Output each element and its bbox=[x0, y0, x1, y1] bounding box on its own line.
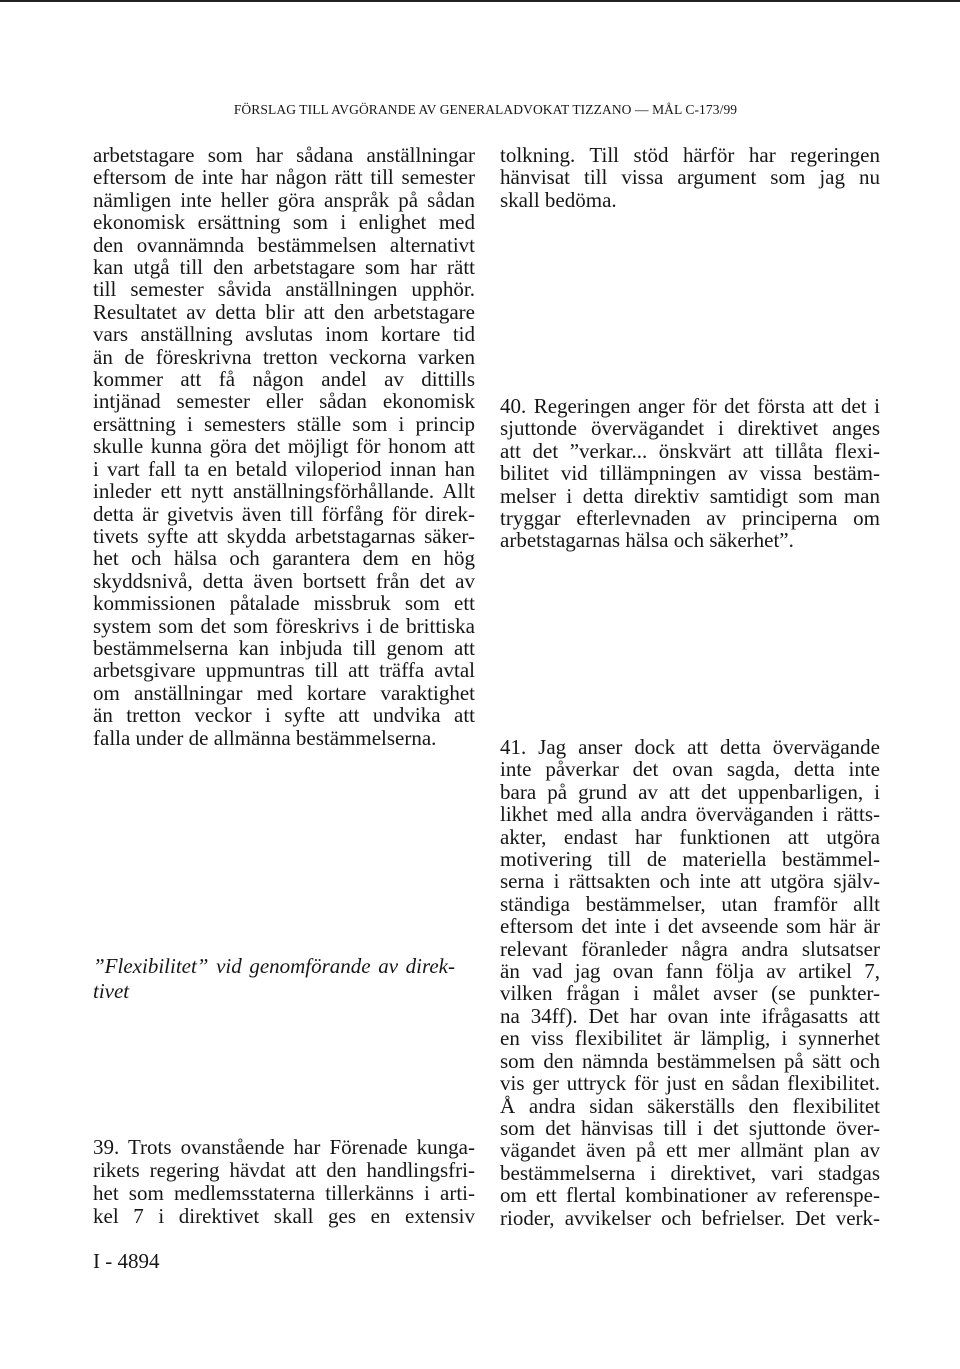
text-line: 39. Trots ovanstående har Förenade kunga- bbox=[93, 1135, 475, 1159]
text-line: nämligen inte heller göra anspråk på sådan bbox=[93, 187, 475, 212]
text-line: bestämmelserna i direktivet, vari stadgas bbox=[500, 1160, 880, 1185]
text-line: 40. Regeringen anger för det första att det i bbox=[500, 394, 880, 418]
text-line: en viss flexibilitet är lämplig, i synnerhet bbox=[500, 1026, 880, 1051]
text-line: kan utgå till den arbetstagare som har rätt bbox=[93, 255, 475, 280]
text-line: om anställningar med kortare varaktighet bbox=[93, 680, 475, 705]
paragraph-40 bbox=[500, 395, 880, 552]
page-edge-line bbox=[0, 0, 960, 2]
text-line: ersättning i semesters ställe som i princip bbox=[93, 411, 475, 436]
text-line: ekonomisk ersättning som i enlighet med bbox=[93, 210, 475, 235]
text-line: Resultatet av detta blir att den arbetstagare bbox=[93, 299, 475, 324]
text-line: att det ”verkar... önskvärt att tillåta flexi- bbox=[500, 438, 880, 463]
text-line: skulle kunna göra det möjligt för honom att bbox=[93, 434, 475, 459]
heading-line: tivet bbox=[93, 979, 130, 1003]
text-line: vars anställning avslutas inom kortare tid bbox=[93, 322, 475, 347]
text-line: arbetstagare som har sådana anställningar bbox=[93, 143, 475, 167]
text-line: som den nämnda bestämmelsen på sätt och bbox=[500, 1048, 880, 1073]
section-heading bbox=[93, 954, 455, 1004]
paragraph-41 bbox=[500, 736, 880, 1229]
text-line: som det hänvisas till i det sjuttonde över- bbox=[500, 1115, 880, 1140]
text-line: eftersom de inte har någon rätt till semester bbox=[93, 165, 475, 190]
text-line: melser i detta direktiv samtidigt som man bbox=[500, 483, 880, 508]
text-line: vilken frågan i målet avser (se punkter- bbox=[500, 981, 880, 1006]
text-line: kel 7 i direktivet skall ges en extensiv bbox=[93, 1204, 475, 1228]
text-line: än de föreskrivna tretton veckorna varken bbox=[93, 344, 475, 369]
text-line: Å andra sidan säkerställs den flexibilitet bbox=[500, 1093, 880, 1118]
right-column-continuation-paragraph bbox=[500, 144, 880, 211]
text-line: kommissionen påtalade missbruk som ett bbox=[93, 591, 475, 616]
text-line: eftersom det inte i det avseende som här är bbox=[500, 914, 880, 939]
paragraph-39 bbox=[93, 1136, 475, 1228]
text-line: än vad jag ovan fann följa av artikel 7, bbox=[500, 959, 880, 984]
running-header: FÖRSLAG TILL AVGÖRANDE AV GENERALADVOKAT TIZZANO — MÅL C-173/99 bbox=[233, 102, 738, 117]
text-line: än tretton veckor i syfte att undvika att bbox=[93, 703, 475, 728]
text-line: motivering till de materiella bestämmel- bbox=[500, 847, 880, 872]
page-number: I - 4894 bbox=[93, 1249, 160, 1273]
text-line: falla under de allmänna bestämmelserna. bbox=[93, 725, 437, 750]
text-line: bara på grund av att det uppenbarligen, i bbox=[500, 779, 880, 804]
text-line: kommer att få någon andel av dittills bbox=[93, 367, 475, 392]
text-line: i vart fall ta en betald viloperiod innan han bbox=[93, 456, 475, 481]
text-line: arbetstagarnas hälsa och säkerhet”. bbox=[500, 528, 794, 553]
text-line: tivets syfte att skydda arbetstagarnas säker- bbox=[93, 523, 475, 548]
text-line: het och hälsa och garantera dem en hög bbox=[93, 546, 475, 571]
text-line: skyddsnivå, detta även bortsett från det av bbox=[93, 568, 475, 593]
heading-line: ”Flexibilitet” vid genomförande av direk- bbox=[93, 954, 455, 978]
text-line: vägandet även på ett mer allmänt plan av bbox=[500, 1138, 880, 1163]
text-line: bilitet vid tillämpningen av vissa bestäm- bbox=[500, 461, 880, 486]
text-line: arbetsgivare uppmuntras till att träffa avtal bbox=[93, 658, 475, 683]
text-line: hänvisat till vissa argument som jag nu bbox=[500, 165, 880, 190]
text-line: rioder, avvikelser och befrielser. Det verk- bbox=[500, 1205, 880, 1230]
text-line: till semester såvida anställningen upphör. bbox=[93, 277, 475, 302]
text-line: tolkning. Till stöd härför har regeringen bbox=[500, 143, 880, 167]
text-line: serna i rättsakten och inte att utgöra själv- bbox=[500, 869, 880, 894]
text-line: system som det som föreskrivs i de brittiska bbox=[93, 613, 475, 638]
text-line: rikets regering hävdat att den handlingsfri- bbox=[93, 1158, 475, 1182]
text-line: skall bedöma. bbox=[500, 187, 617, 212]
text-line: likhet med alla andra överväganden i rätts- bbox=[500, 802, 880, 827]
text-line: tryggar efterlevnaden av principerna om bbox=[500, 506, 880, 531]
text-line: bestämmelserna kan inbjuda till genom att bbox=[93, 635, 475, 660]
text-line: om ett flertal kombinationer av referenspe- bbox=[500, 1183, 880, 1208]
text-line: sjuttonde övervägandet i direktivet anges bbox=[500, 416, 880, 441]
text-line: detta är givetvis även till förfång för direk- bbox=[93, 501, 475, 526]
text-line: intjänad semester eller sådan ekonomisk bbox=[93, 389, 475, 414]
text-line: inleder ett nytt anställningsförhållande. Allt bbox=[93, 479, 475, 504]
text-line: inte påverkar det ovan sagda, detta inte bbox=[500, 757, 880, 782]
left-column-continuation-paragraph bbox=[93, 144, 475, 749]
text-line: na 34ff). Det har ovan inte ifrågasatts att bbox=[500, 1003, 880, 1028]
text-line: vis ger uttryck för just en sådan flexibilitet. bbox=[500, 1071, 880, 1096]
text-line: het som medlemsstaterna tillerkänns i arti- bbox=[93, 1181, 475, 1205]
text-line: relevant föranleder några andra slutsatser bbox=[500, 936, 880, 961]
text-line: 41. Jag anser dock att detta övervägande bbox=[500, 735, 880, 759]
text-line: akter, endast har funktionen att utgöra bbox=[500, 824, 880, 849]
text-line: den ovannämnda bestämmelsen alternativt bbox=[93, 232, 475, 257]
text-line: ständiga bestämmelser, utan framför allt bbox=[500, 891, 880, 916]
